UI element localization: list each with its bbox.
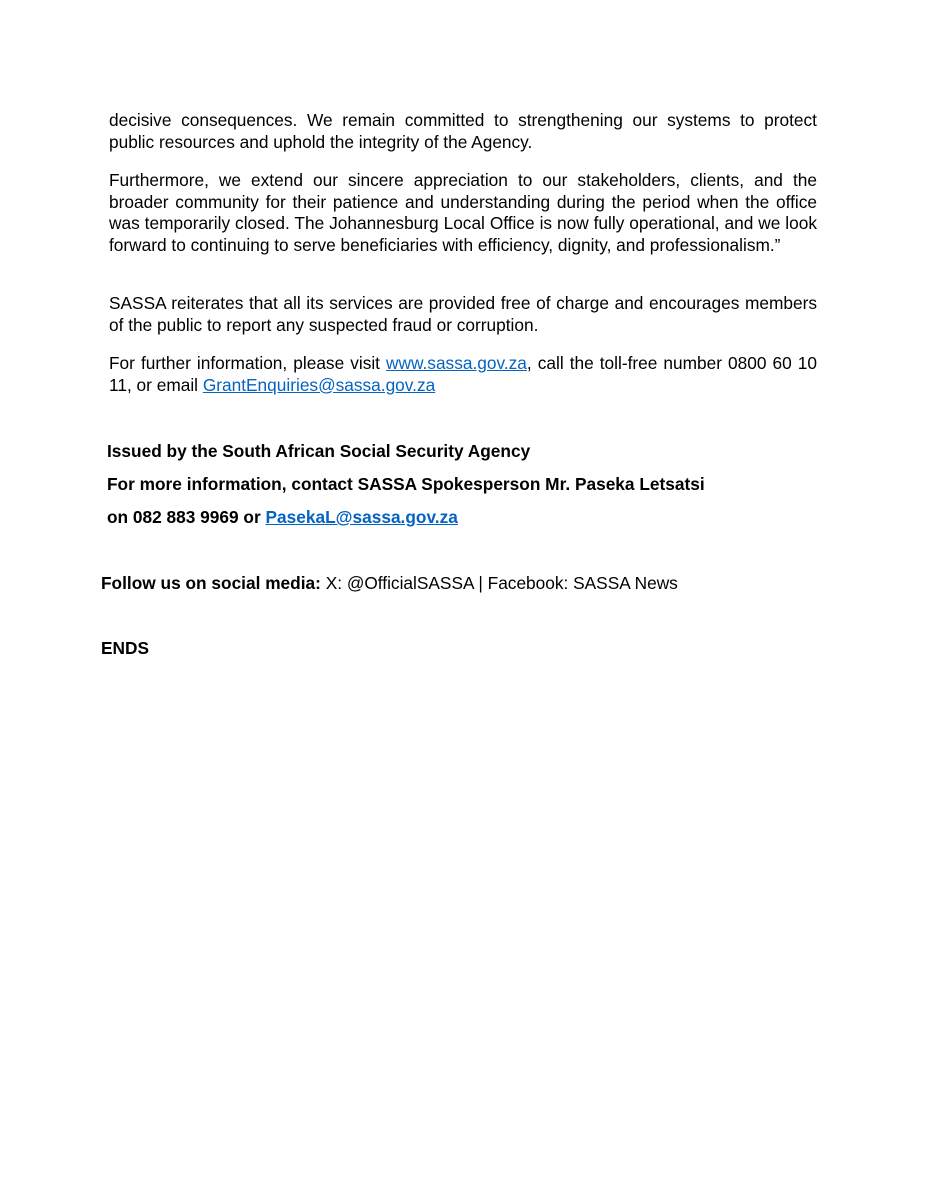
issued-by-line xyxy=(107,441,530,462)
paragraph-appreciation-text: Furthermore, we extend our sincere appreciation to our stakeholders, clients, and the broader community for their patience and understanding during the period when the office was temporarily closed. The Johannesburg Local Office is now fully operational, and we look forward to continuing to serve beneficiaries with efficiency, dignity, and professionalism.” xyxy=(109,170,817,255)
spokesperson-phone-text: on 082 883 9969 or xyxy=(107,507,266,527)
contact-spokesperson-line xyxy=(107,474,705,495)
grant-enquiries-email-link[interactable]: GrantEnquiries@sassa.gov.za xyxy=(202,374,436,395)
ends-marker xyxy=(101,638,149,659)
contact-spokesperson-text: For more information, contact SASSA Spokesperson Mr. Paseka Letsatsi xyxy=(107,474,705,494)
spokesperson-contact-line xyxy=(107,507,458,528)
paragraph-consequences-text: decisive consequences. We remain committed to strengthening our systems to protect public resources and uphold the integrity of the Agency. xyxy=(109,110,817,152)
website-link[interactable]: www.sassa.gov.za xyxy=(386,353,527,373)
further-info-middle: , call the toll-free number 0800 60 10 11, or email xyxy=(109,353,817,395)
ends-text: ENDS xyxy=(101,638,150,658)
social-media-handles: X: @OfficialSASSA | Facebook: SASSA News xyxy=(320,573,678,593)
paragraph-appreciation xyxy=(109,170,817,256)
paragraph-consequences xyxy=(109,110,817,153)
spokesperson-email-link[interactable]: PasekaL@sassa.gov.za xyxy=(265,507,458,527)
paragraph-free-services xyxy=(109,293,817,336)
issued-by-text: Issued by the South African Social Security Agency xyxy=(107,441,531,461)
paragraph-free-services-text: SASSA reiterates that all its services are provided free of charge and encourages members of the public to report any suspected fraud or corruption. xyxy=(109,293,817,335)
social-media-line xyxy=(101,573,678,594)
social-media-label: Follow us on social media: xyxy=(101,573,321,593)
paragraph-further-information xyxy=(109,353,817,396)
further-info-prefix: For further information, please visit xyxy=(109,353,387,373)
